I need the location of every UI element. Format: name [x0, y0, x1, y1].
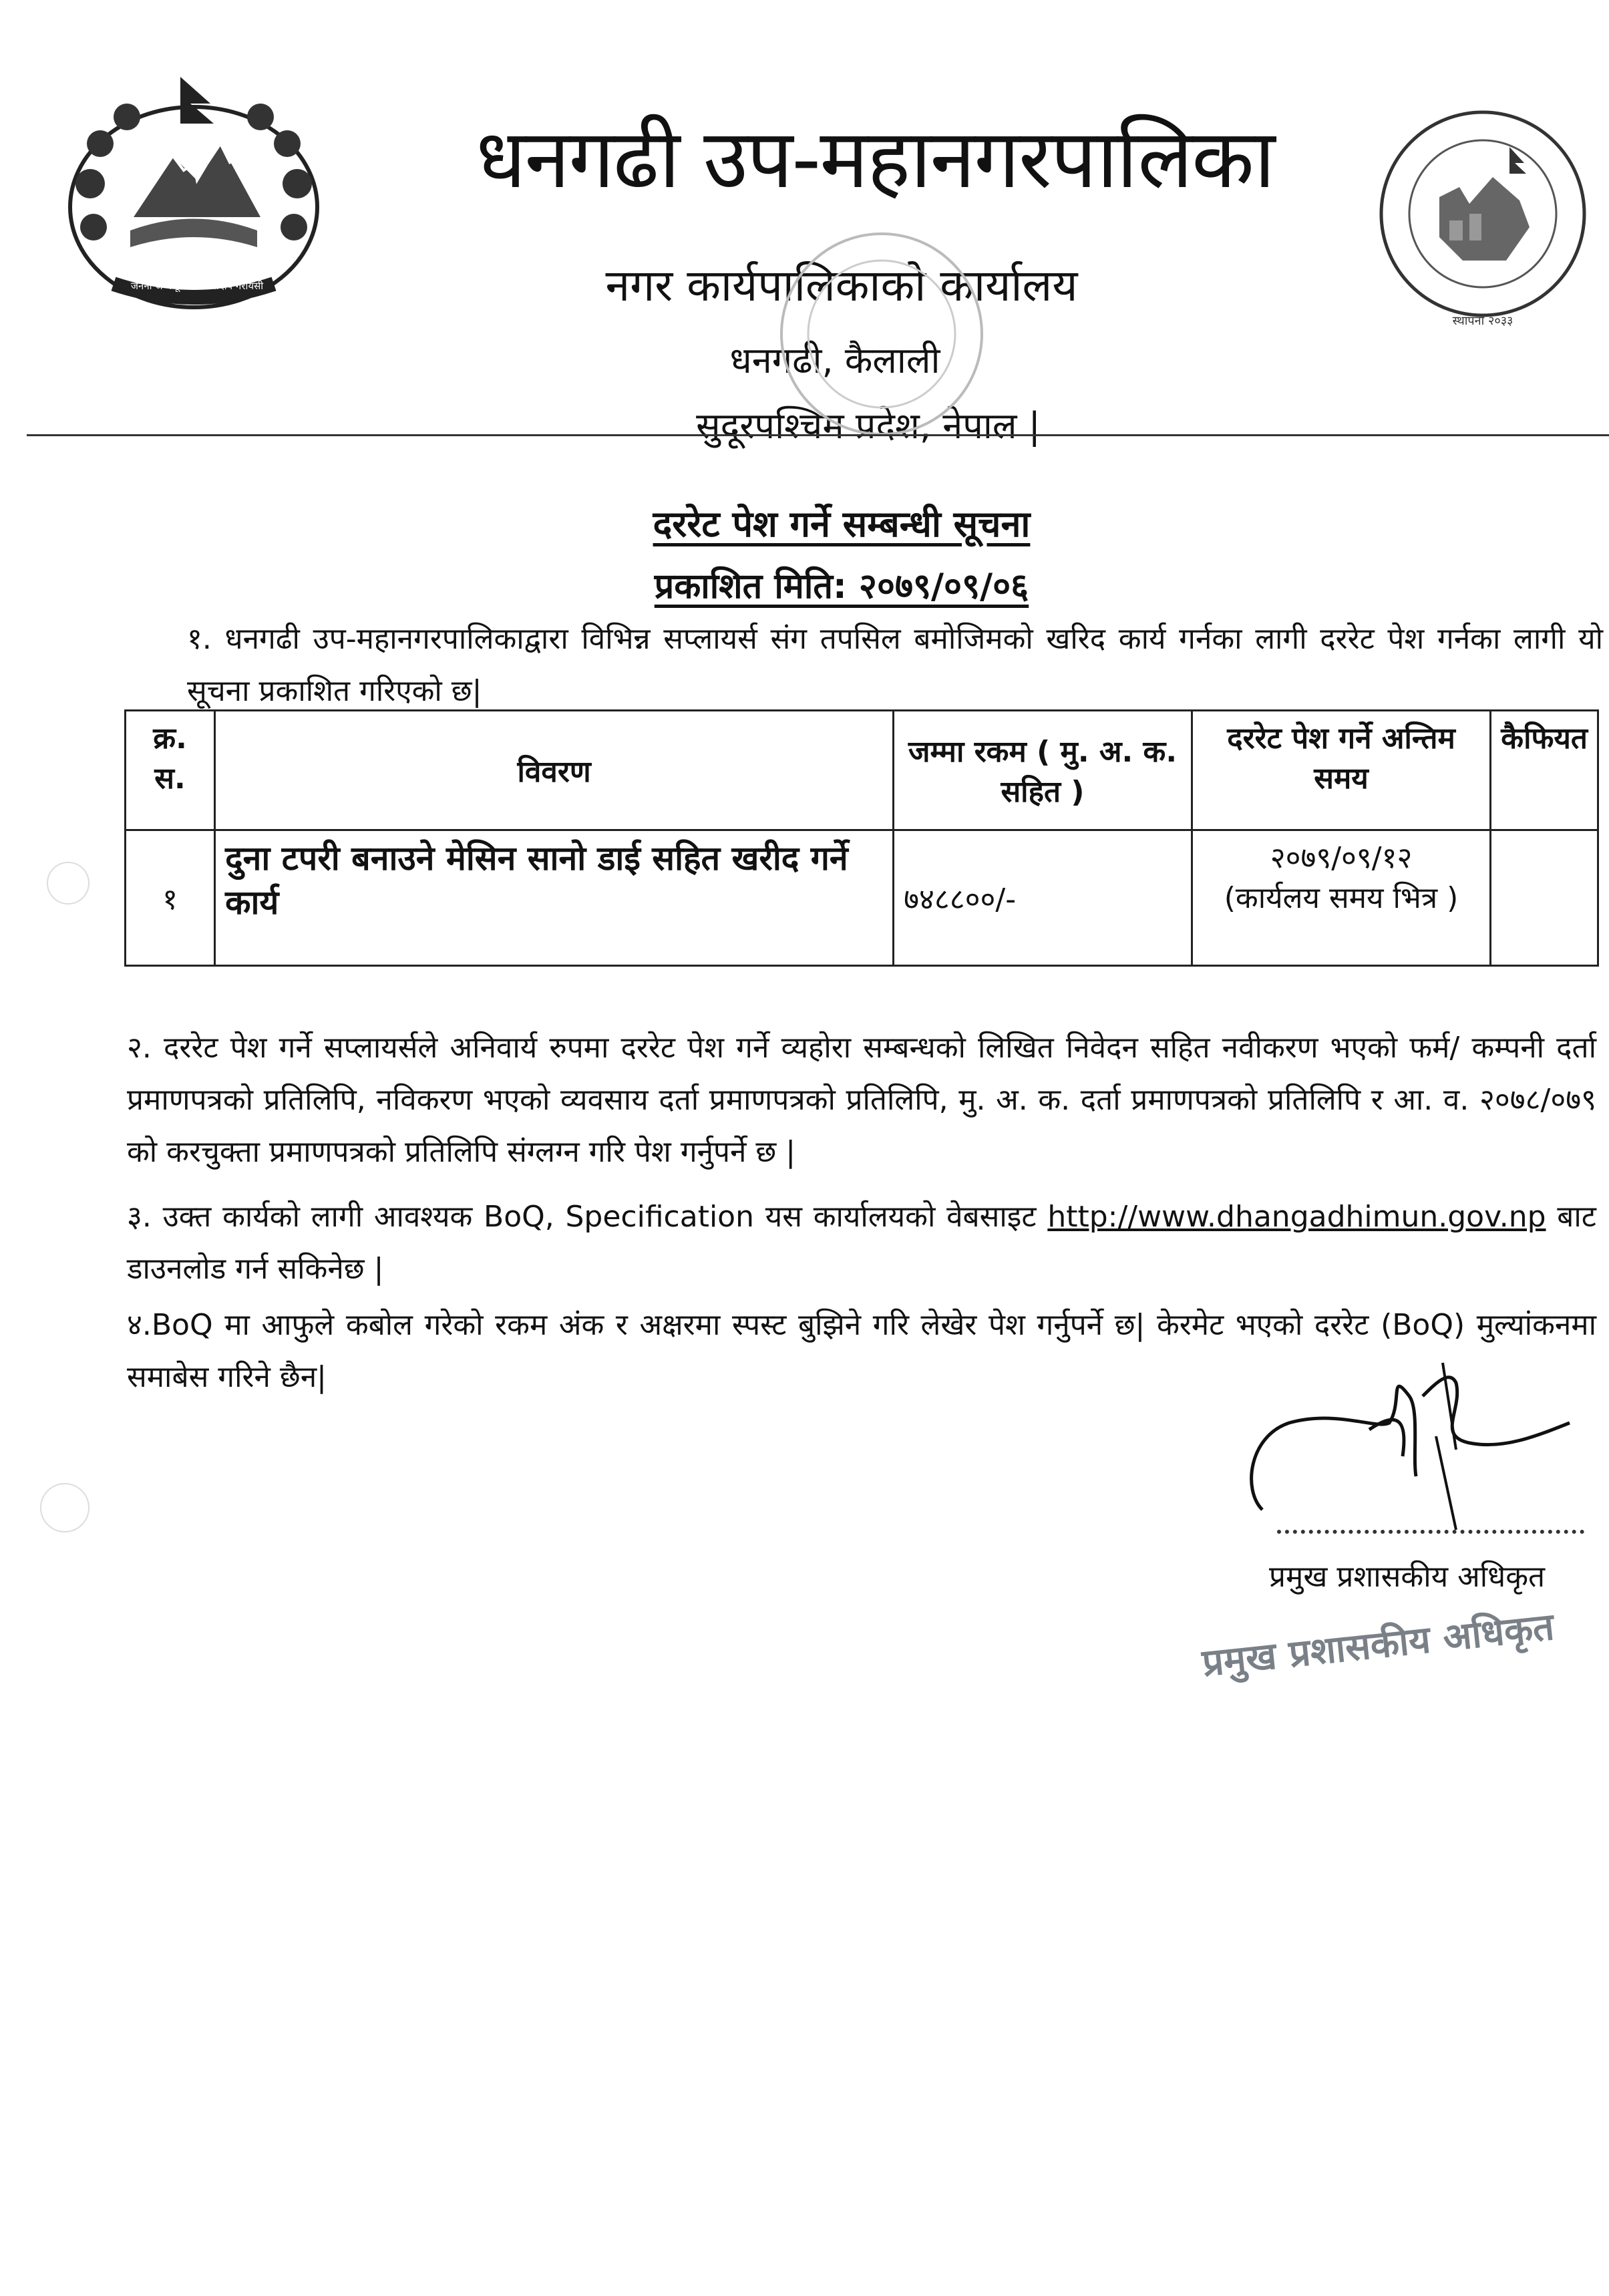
- location-district: धनगढी, कैलाली: [729, 339, 940, 381]
- col-header-amount: जम्मा रकम ( मु. अ. क. सहित ): [894, 711, 1192, 830]
- paragraph-2: २. दररेट पेश गर्ने सप्लायर्सले अनिवार्य रुपमा दररेट पेश गर्ने व्यहोरा सम्बन्धको लिखित निवेदन सहित नवीकरण भएको फर्म/ कम्पनी दर्ता प्रमाणपत्रको प्रतिलिपि, नविकरण भएको व्यवसाय दर्ता प्रमाणपत्रको प्रतिलिपि, मु. अ. क. दर्ता प्रमाणपत्रको प्रतिलिपि र आ. व. २०७८/०७९ को करचुक्ता प्रमाणपत्रको प्रतिलिपि संग्लग्न गरि पेश गर्नुपर्ने छ |: [127, 1031, 1596, 1169]
- col-header-sn: क्र. स.: [126, 711, 215, 830]
- signature-line: [1277, 1530, 1584, 1534]
- location-province: सुदूरपश्चिम प्रदेश, नेपाल |: [696, 405, 1041, 447]
- deadline-note: (कार्यलय समय भित्र ): [1224, 881, 1459, 915]
- officer-stamp: प्रमुख प्रशासकीय अधिकृत: [1200, 1605, 1556, 1685]
- website-link[interactable]: http://www.dhangadhimun.gov.np: [1047, 1200, 1546, 1234]
- notice-heading: दररेट पेश गर्ने सम्बन्धी सूचना: [653, 503, 1031, 545]
- col-header-deadline: दररेट पेश गर्ने अन्तिम समय: [1192, 711, 1490, 830]
- paragraph-3: [127, 1191, 1596, 1295]
- paragraph-3-text: ३. उक्त कार्यको लागी आवश्यक BoQ, Specification यस कार्यालयको वेबसाइट: [127, 1200, 1037, 1234]
- cell-description: दुना टपरी बनाउने मेसिन सानो डाई सहित खरीद गर्ने कार्य: [215, 830, 894, 966]
- received-stamp-icon: [768, 220, 995, 448]
- col-header-description: विवरण: [215, 711, 894, 830]
- paragraph-3-suffix: बाट डाउनलोड गर्न सकिनेछ |: [127, 1200, 1596, 1286]
- seal-year: स्थापना २०३३: [1452, 314, 1513, 328]
- municipality-seal-icon: [1376, 107, 1590, 321]
- table-header-row: [126, 711, 1598, 830]
- published-date: प्रकाशित मिति: २०७९/०९/०६: [654, 566, 1029, 607]
- cell-deadline: [1192, 830, 1490, 966]
- emblem-motto: जननी जन्मभूमिश्च स्वर्गादपि गरीयसी: [130, 280, 264, 292]
- paragraph-1: १. धनगढी उप-महानगरपालिकाद्वारा विभिन्न सप्लायर्स संग तपसिल बमोजिमको खरिद कार्य गर्नका लागी दररेट पेश गर्नका लागी यो सूचना प्रकाशित गरिएको छ|: [187, 622, 1603, 708]
- tender-table: [124, 709, 1599, 967]
- municipality-title: धनगढी उप-महानगरपालिका: [476, 112, 1274, 206]
- cell-remarks: [1491, 830, 1598, 966]
- paragraph-4: ४.BoQ मा आफुले कबोल गरेको रकम अंक र अक्षरमा स्पस्ट बुझिने गरि लेखेर पेश गर्नुपर्ने छ| केरमेट भएको दररेट (BoQ) मुल्यांकनमा समाबेस गरिने छैन|: [127, 1308, 1596, 1394]
- office-name: नगर कार्यपालिकाको कार्यालय: [605, 260, 1078, 311]
- signature-icon: [1236, 1356, 1596, 1550]
- deadline-date: २०७९/०९/१२: [1270, 841, 1413, 875]
- col-header-remarks: कैफियत: [1491, 711, 1598, 830]
- cell-amount: ७४८८००/-: [894, 830, 1192, 966]
- header-divider: [27, 434, 1609, 436]
- signatory-title: प्रमुख प्रशासकीय अधिकृत: [1269, 1560, 1546, 1594]
- punch-hole-mark: [40, 1483, 90, 1532]
- punch-hole-mark: [47, 862, 90, 905]
- table-row: [126, 830, 1598, 966]
- cell-sn: १: [126, 830, 215, 966]
